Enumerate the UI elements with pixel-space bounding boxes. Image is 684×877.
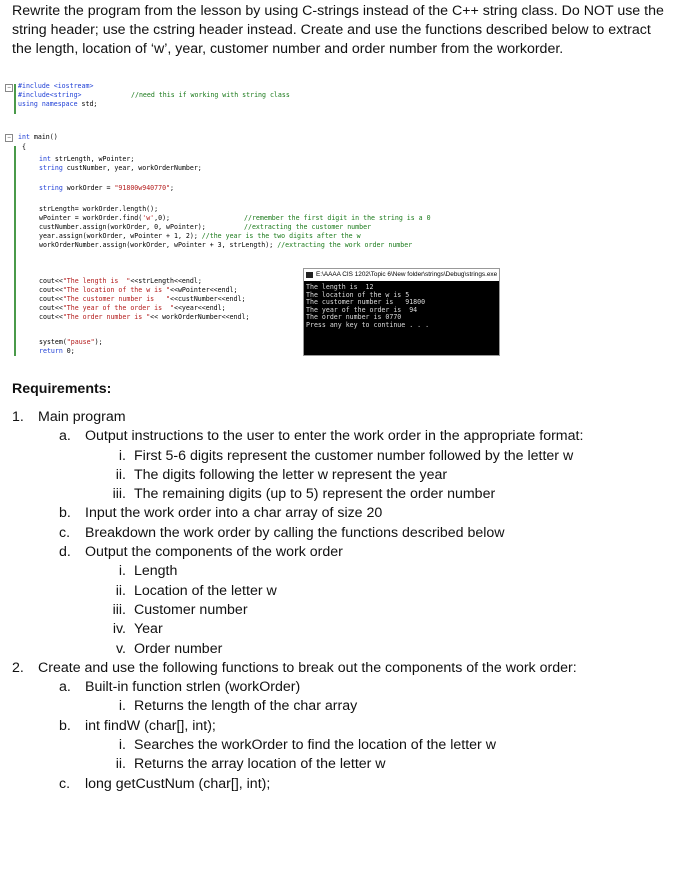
console-window <box>303 268 500 356</box>
console-line: The customer number is 91800 <box>306 298 426 307</box>
list-item: iii. Customer number <box>112 601 248 618</box>
list-item: i. First 5-6 digits represent the customer number followed by the letter w <box>118 447 574 464</box>
console-line: The year of the order is 94 <box>306 305 418 314</box>
code-line: cout<<"The location of the w is "<<wPointer<<endl; <box>39 286 238 294</box>
requirements-heading: Requirements: <box>12 381 112 397</box>
console-line: Press any key to continue . . . <box>306 320 430 329</box>
list-item: b. int findW (char[], int); <box>59 717 216 734</box>
console-line: The order number is 0770 <box>306 313 402 322</box>
code-line: wPointer = workOrder.find('w',0); <box>39 214 171 222</box>
code-comment: //need this if working with string class <box>131 91 290 99</box>
code-line: workOrderNumber.assign(workOrder, wPointer + 3, strLength); //extracting the work order number <box>39 241 413 249</box>
list-item: iv. Year <box>112 621 163 638</box>
code-line: cout<<"The year of the order is "<<year<<endl; <box>39 304 226 312</box>
list-item: i. Returns the length of the char array <box>118 698 358 715</box>
list-item: ii. Returns the array location of the letter w <box>115 756 386 773</box>
code-line: #include <iostream> <box>18 82 94 90</box>
list-item: a. Built-in function strlen (workOrder) <box>59 679 301 696</box>
list-item <box>12 408 672 659</box>
console-output <box>304 281 499 330</box>
code-line: cout<<"The customer number is "<<custNumber<<endl; <box>39 295 246 303</box>
code-line: cout<<"The length is "<<strLength<<endl; <box>39 277 202 285</box>
code-line: string workOrder = "91800w940770"; <box>39 184 174 192</box>
code-line: string custNumber, year, workOrderNumber; <box>39 164 202 172</box>
code-line: return 0; <box>39 347 75 355</box>
change-marker <box>14 146 16 356</box>
code-line: year.assign(workOrder, wPointer + 1, 2); //the year is the two digits after the w <box>39 232 361 240</box>
code-line: using namespace std; <box>18 100 98 108</box>
requirements-list <box>12 408 672 794</box>
assignment-intro: Rewrite the program from the lesson by using C-strings instead of the C++ string class. Do NOT use the string header; use the cstring header instead. Create and use the functions described below to extract the length, location of ‘w’, year, customer number and order number from the workorder. <box>12 3 664 57</box>
console-line: The length is 12 <box>306 283 374 291</box>
change-marker <box>14 84 16 114</box>
console-line: The location of the w is 5 <box>306 290 410 299</box>
list-item: ii. Location of the letter w <box>115 582 277 599</box>
list-text: Main program <box>38 409 126 425</box>
list-item: i. Length <box>118 563 178 580</box>
list-number: 2. <box>12 659 24 676</box>
console-title-bar[interactable] <box>304 269 499 281</box>
code-comment: //extracting the customer number <box>244 223 372 231</box>
list-number: 1. <box>12 409 24 425</box>
collapse-icon[interactable]: − <box>5 134 13 142</box>
list-item: iii. The remaining digits (up to 5) represent the order number <box>112 486 496 503</box>
list-item: a. Output instructions to the user to enter the work order in the appropriate format: <box>59 428 584 445</box>
console-title: E:\AAAA CIS 1202\Topic 6\New folder\strings\Debug\strings.exe <box>316 271 498 278</box>
collapse-icon[interactable]: − <box>5 84 13 92</box>
code-line: int main() <box>18 133 58 141</box>
code-line: #include<string> <box>18 91 82 99</box>
code-line: cout<<"The order number is "<< workOrderNumber<<endl; <box>39 313 250 321</box>
code-line: { <box>22 143 26 151</box>
list-item: ii. The digits following the letter w represent the year <box>115 466 448 483</box>
code-line: int strLength, wPointer; <box>39 155 135 163</box>
list-item: v. Order number <box>116 640 223 657</box>
code-line: strLength= workOrder.length(); <box>39 205 159 213</box>
list-item: i. Searches the workOrder to find the location of the letter w <box>118 737 496 754</box>
list-item: b. Input the work order into a char array of size 20 <box>59 505 383 522</box>
list-item: c. long getCustNum (char[], int); <box>59 775 271 792</box>
list-text: Create and use the following functions to break out the components of the work order: <box>38 659 577 676</box>
console-icon <box>306 272 313 278</box>
code-comment: //remember the first digit in the string is a 0 <box>244 214 431 222</box>
code-line: system("pause"); <box>39 338 103 346</box>
list-item: d. Output the components of the work order <box>59 544 343 561</box>
list-item <box>12 659 672 794</box>
code-line: custNumber.assign(workOrder, 0, wPointer); <box>39 223 206 231</box>
list-item: c. Breakdown the work order by calling the functions described below <box>59 524 505 541</box>
